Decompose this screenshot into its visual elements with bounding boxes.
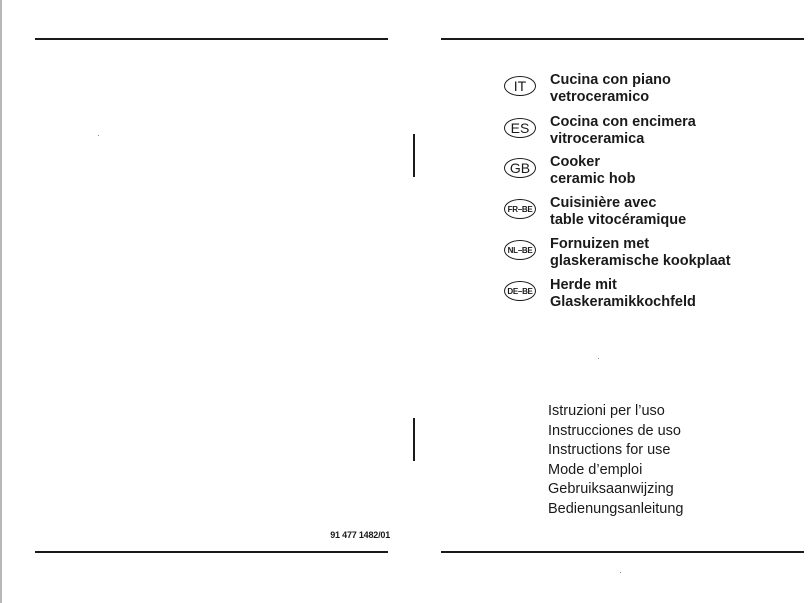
fold-mark-bottom <box>413 418 415 461</box>
right-top-rule <box>441 38 804 40</box>
scan-speck <box>98 135 99 136</box>
left-top-rule <box>35 38 388 40</box>
scan-speck <box>620 572 621 573</box>
left-bottom-rule <box>35 551 388 553</box>
language-entry-fr-be <box>504 195 804 235</box>
instructions-label-it: Istruzioni per l’uso <box>548 403 665 419</box>
language-title: Cucina con piano vetroceramico <box>550 72 671 105</box>
page-edge <box>0 0 2 603</box>
instructions-label-es: Instrucciones de uso <box>548 422 681 439</box>
scan-speck <box>598 358 599 359</box>
language-title: Cuisinière avec table vitocéramique <box>550 195 687 228</box>
instructions-label-de: Bedienungsanleitung <box>548 500 684 517</box>
instructions-list <box>548 402 683 520</box>
instructions-label-gb: Instructions for use <box>548 442 671 459</box>
language-entry-it <box>504 72 804 112</box>
language-badge: FR–BE <box>504 199 536 219</box>
language-entry-es <box>504 114 804 154</box>
instructions-label-fr: Mode d’emploi <box>548 461 643 478</box>
fold-mark-top <box>413 134 415 177</box>
language-badge: GB <box>504 158 536 178</box>
language-title: Cocina con encimera vitroceramica <box>550 114 696 147</box>
language-title: Fornuizen met glaskeramische kookplaat <box>550 236 731 269</box>
language-entry-de-be <box>504 277 804 317</box>
language-badge: ES <box>504 118 536 138</box>
instructions-label-nl: Gebruiksaanwijzing <box>548 481 674 498</box>
language-entry-gb <box>504 154 804 194</box>
document-number: 91 477 1482/01 <box>330 530 390 540</box>
language-badge: IT <box>504 76 536 96</box>
right-bottom-rule <box>441 551 804 553</box>
language-badge: NL–BE <box>504 240 536 260</box>
language-title: Herde mit Glaskeramikkochfeld <box>550 277 696 310</box>
language-badge: DE–BE <box>504 281 536 301</box>
language-entry-nl-be <box>504 236 804 276</box>
language-title: Cooker ceramic hob <box>550 154 636 187</box>
